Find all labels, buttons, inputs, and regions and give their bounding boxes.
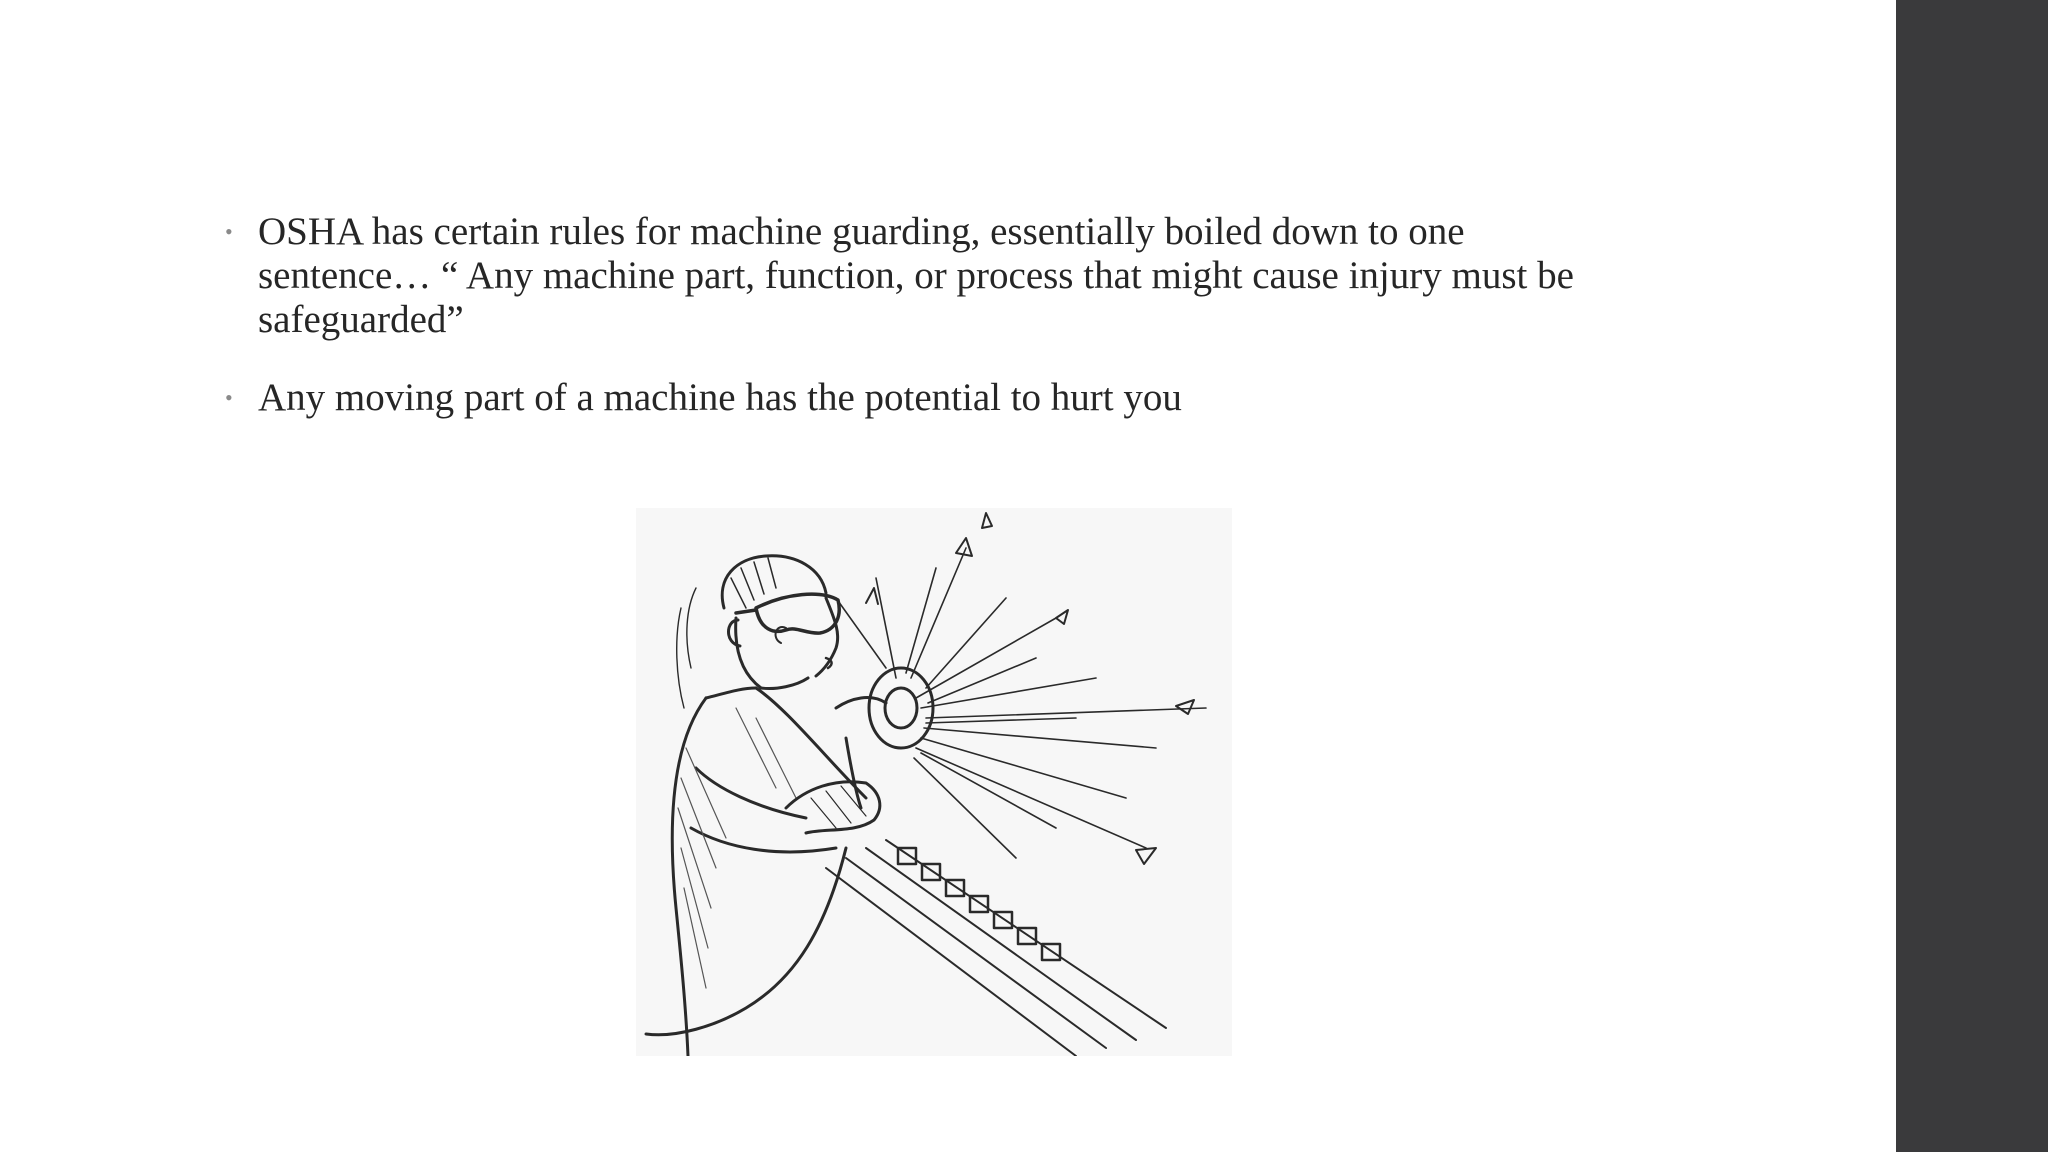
side-bar bbox=[1896, 0, 2048, 1152]
bullet-item bbox=[222, 210, 1622, 342]
bullet-icon: • bbox=[225, 219, 233, 244]
bullet-text: OSHA has certain rules for machine guarding, essentially boiled down to one sentence… “ Any machine part, function, or process that might cause injury must be safeguarded” bbox=[258, 210, 1574, 341]
worker-grinder-illustration bbox=[636, 508, 1232, 1056]
bullet-list bbox=[222, 210, 1622, 454]
bullet-icon: • bbox=[225, 385, 233, 410]
worker-grinder-sketch-icon bbox=[636, 508, 1232, 1056]
bullet-item bbox=[222, 376, 1622, 420]
bullet-text: Any moving part of a machine has the potential to hurt you bbox=[258, 376, 1182, 419]
